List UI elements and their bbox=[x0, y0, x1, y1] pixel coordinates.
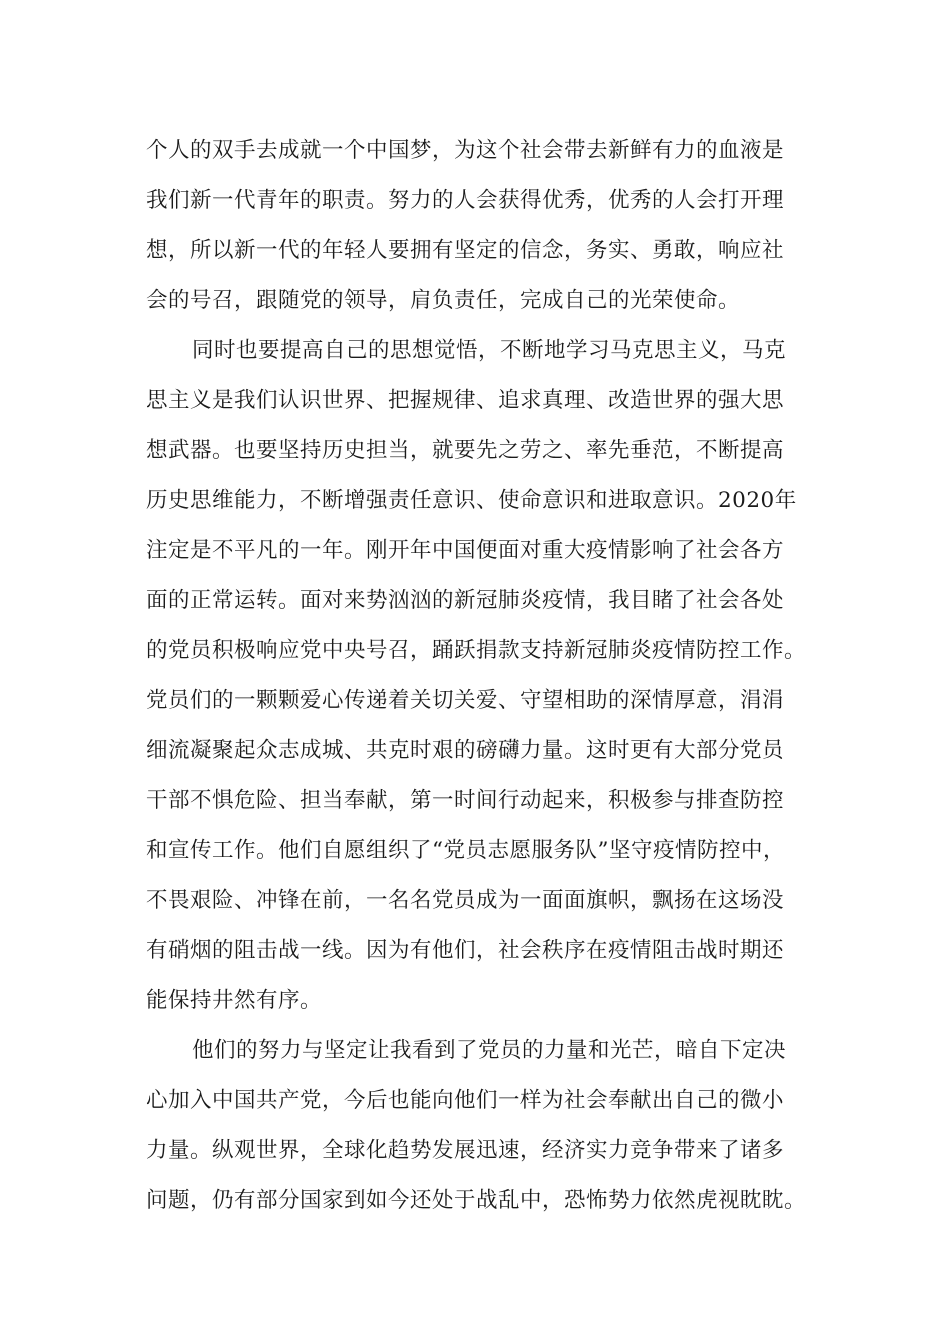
text-line: 想，所以新一代的年轻人要拥有坚定的信念，务实、勇敢，响应社 bbox=[146, 238, 785, 263]
text-line: 心加入中国共产党，今后也能向他们一样为社会奉献出自己的微小 bbox=[146, 1088, 785, 1113]
text-line: 能保持井然有序。 bbox=[146, 988, 323, 1013]
text-line: 会的号召，跟随党的领导，肩负责任，完成自己的光荣使命。 bbox=[146, 288, 741, 313]
text-line: 不畏艰险、冲锋在前，一名名党员成为一面面旗帜，飘扬在这场没 bbox=[146, 888, 785, 913]
text-line: 注定是不平凡的一年。刚开年中国便面对重大疫情影响了社会各方 bbox=[146, 538, 785, 563]
text-line: 面的正常运转。面对来势汹汹的新冠肺炎疫情，我目睹了社会各处 bbox=[146, 588, 785, 613]
text-line: 我们新一代青年的职责。努力的人会获得优秀，优秀的人会打开理 bbox=[146, 188, 785, 213]
text-line: 的党员积极响应党中央号召，踊跃捐款支持新冠肺炎疫情防控工作。 bbox=[146, 638, 807, 663]
text-line: 问题，仍有部分国家到如今还处于战乱中，恐怖势力依然虎视眈眈。 bbox=[146, 1188, 807, 1213]
text-line: 干部不惧危险、担当奉献，第一时间行动起来，积极参与排查防控 bbox=[146, 788, 785, 813]
text-line: 党员们的一颗颗爱心传递着关切关爱、守望相助的深情厚意，涓涓 bbox=[146, 688, 785, 713]
text-line: 和宣传工作。他们自愿组织了“党员志愿服务队”坚守疫情防控中， bbox=[146, 838, 785, 863]
text-line: 他们的努力与坚定让我看到了党员的力量和光芒，暗自下定决 bbox=[192, 1038, 787, 1063]
text-line: 想武器。也要坚持历史担当，就要先之劳之、率先垂范，不断提高 bbox=[146, 438, 785, 463]
text-line: 力量。纵观世界，全球化趋势发展迅速，经济实力竞争带来了诸多 bbox=[146, 1138, 785, 1163]
text-line: 个人的双手去成就一个中国梦，为这个社会带去新鲜有力的血液是 bbox=[146, 138, 785, 163]
text-line: 同时也要提高自己的思想觉悟，不断地学习马克思主义，马克 bbox=[192, 338, 787, 363]
text-line: 历史思维能力，不断增强责任意识、使命意识和进取意识。2020年 bbox=[146, 488, 797, 513]
text-line: 思主义是我们认识世界、把握规律、追求真理、改造世界的强大思 bbox=[146, 388, 785, 413]
text-line: 细流凝聚起众志成城、共克时艰的磅礴力量。这时更有大部分党员 bbox=[146, 738, 785, 763]
text-line: 有硝烟的阻击战一线。因为有他们，社会秩序在疫情阻击战时期还 bbox=[146, 938, 785, 963]
